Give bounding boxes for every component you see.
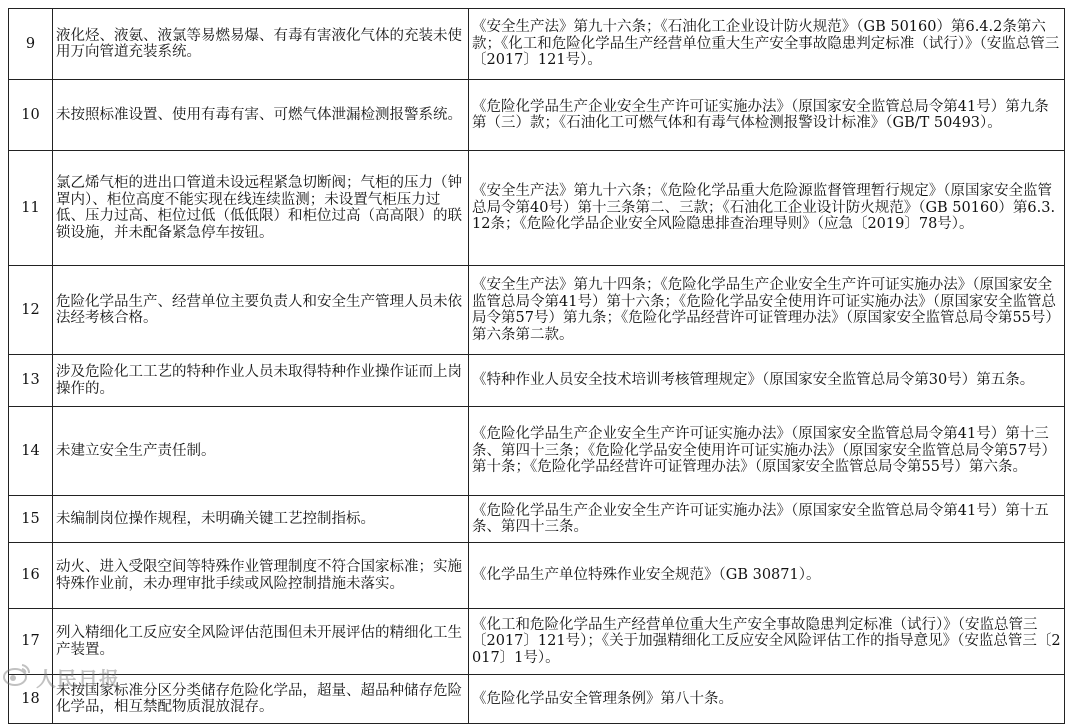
issue-cell: 动火、进入受限空间等特殊作业管理制度不符合国家标准；实施特殊作业前，未办理审批手续或风险控制措施未落实。 bbox=[53, 543, 469, 609]
issue-cell: 未建立安全生产责任制。 bbox=[53, 407, 469, 496]
table-row bbox=[9, 355, 1065, 407]
legal-basis-cell: 《化工和危险化学品生产经营单位重大生产安全事故隐患判定标准（试行）》（安监总管三〔2017〕121号）；《关于加强精细化工反应安全风险评估工作的指导意见》（安监总管三〔2017〕1号）。 bbox=[469, 609, 1065, 675]
legal-basis-cell: 《化学品生产单位特殊作业安全规范》（GB 30871）。 bbox=[469, 543, 1065, 609]
legal-basis-cell: 《危险化学品生产企业安全生产许可证实施办法》（原国家安全监管总局令第41号）第十五条、第四十三条。 bbox=[469, 496, 1065, 543]
row-number: 13 bbox=[9, 355, 53, 407]
legal-basis-cell: 《危险化学品生产企业安全生产许可证实施办法》（原国家安全监管总局令第41号）第十三条、第四十三条；《危险化学品安全使用许可证实施办法》（原国家安全监管总局令第57号）第十条；《危险化学品经营许可证管理办法》（原国家安全监管总局令第55号）第六条。 bbox=[469, 407, 1065, 496]
row-number: 11 bbox=[9, 151, 53, 266]
legal-basis-cell: 《安全生产法》第九十六条；《危险化学品重大危险源监督管理暂行规定》（原国家安全监管总局令第40号）第十三条第二、三款；《石油化工企业设计防火规范》（GB 50160）第6.3.12条；《危险化学品企业安全风险隐患排查治理导则》（应急〔2019〕78号）。 bbox=[469, 151, 1065, 266]
table-row bbox=[9, 675, 1065, 724]
issue-cell: 液化烃、液氨、液氯等易燃易爆、有毒有害液化气体的充装未使用万向管道充装系统。 bbox=[53, 9, 469, 80]
legal-basis-cell: 《危险化学品安全管理条例》第八十条。 bbox=[469, 675, 1065, 724]
issue-cell: 氯乙烯气柜的进出口管道未设远程紧急切断阀；气柜的压力（钟罩内）、柜位高度不能实现在线连续监测；未设置气柜压力过低、压力过高、柜位过低（低低限）和柜位过高（高高限）的联锁设施，并未配备紧急停车按钮。 bbox=[53, 151, 469, 266]
issue-cell: 未按国家标准分区分类储存危险化学品，超量、超品种储存危险化学品，相互禁配物质混放混存。 bbox=[53, 675, 469, 724]
row-number: 15 bbox=[9, 496, 53, 543]
issue-cell: 危险化学品生产、经营单位主要负责人和安全生产管理人员未依法经考核合格。 bbox=[53, 266, 469, 355]
issue-cell: 未按照标准设置、使用有毒有害、可燃气体泄漏检测报警系统。 bbox=[53, 80, 469, 151]
legal-basis-cell: 《安全生产法》第九十六条；《石油化工企业设计防火规范》（GB 50160）第6.4.2条第六款；《化工和危险化学品生产经营单位重大生产安全事故隐患判定标准（试行）》（安监总管三〔2017〕121号）。 bbox=[469, 9, 1065, 80]
row-number: 9 bbox=[9, 9, 53, 80]
legal-basis-cell: 《安全生产法》第九十四条；《危险化学品生产企业安全生产许可证实施办法》（原国家安全监管总局令第41号）第十六条；《危险化学品安全使用许可证实施办法》（原国家安全监管总局令第57号）第九条；《危险化学品经营许可证管理办法》（原国家安全监管总局令第55号）第六条第二款。 bbox=[469, 266, 1065, 355]
table-row bbox=[9, 80, 1065, 151]
regulation-table bbox=[8, 8, 1065, 724]
table-row bbox=[9, 543, 1065, 609]
row-number: 12 bbox=[9, 266, 53, 355]
row-number: 18 bbox=[9, 675, 53, 724]
row-number: 17 bbox=[9, 609, 53, 675]
issue-cell: 未编制岗位操作规程，未明确关键工艺控制指标。 bbox=[53, 496, 469, 543]
row-number: 14 bbox=[9, 407, 53, 496]
issue-cell: 列入精细化工反应安全风险评估范围但未开展评估的精细化工生产装置。 bbox=[53, 609, 469, 675]
legal-basis-cell: 《特种作业人员安全技术培训考核管理规定》（原国家安全监管总局令第30号）第五条。 bbox=[469, 355, 1065, 407]
issue-cell: 涉及危险化工工艺的特种作业人员未取得特种作业操作证而上岗操作的。 bbox=[53, 355, 469, 407]
table-row bbox=[9, 609, 1065, 675]
table-row bbox=[9, 407, 1065, 496]
table-row bbox=[9, 9, 1065, 80]
table-row bbox=[9, 496, 1065, 543]
row-number: 16 bbox=[9, 543, 53, 609]
table-row bbox=[9, 151, 1065, 266]
table-row bbox=[9, 266, 1065, 355]
watermark-text: 人民日报 bbox=[36, 666, 120, 691]
row-number: 10 bbox=[9, 80, 53, 151]
legal-basis-cell: 《危险化学品生产企业安全生产许可证实施办法》（原国家安全监管总局令第41号）第九条第（三）款；《石油化工可燃气体和有毒气体检测报警设计标准》（GB/T 50493）。 bbox=[469, 80, 1065, 151]
